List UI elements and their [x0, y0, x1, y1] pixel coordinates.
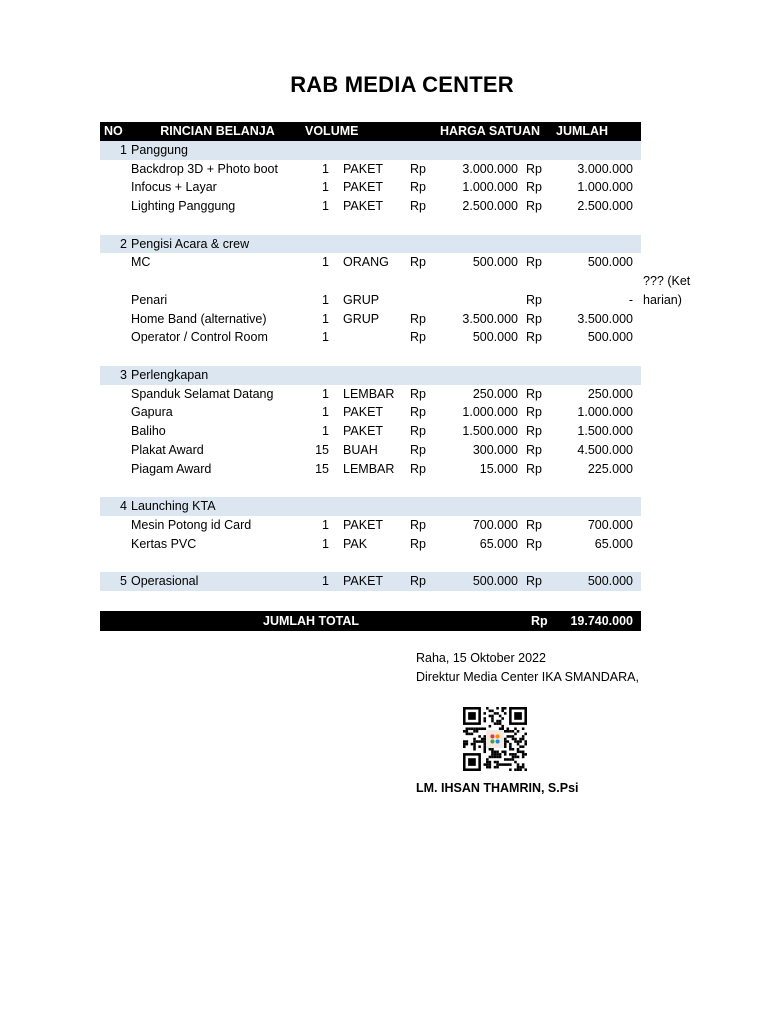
cell-no	[100, 403, 130, 422]
empty-cell	[333, 216, 410, 235]
cell-no	[100, 291, 130, 310]
cell-currency: Rp	[410, 461, 426, 476]
cell-qty: 1	[322, 311, 329, 326]
cell-unit-price: 700.000	[472, 517, 518, 532]
cell-unit: BUAH	[343, 442, 378, 457]
cell-unit: GRUP	[343, 292, 380, 307]
cell-total: -	[628, 292, 633, 307]
cell-no	[100, 460, 130, 479]
table-row	[100, 328, 641, 347]
empty-cell	[130, 347, 305, 366]
header-no: NO	[100, 122, 130, 141]
cell-no	[100, 160, 130, 179]
cell-total	[556, 235, 641, 254]
cell-unit-price	[440, 366, 526, 385]
total-bar	[100, 611, 641, 631]
empty-cell	[305, 272, 333, 291]
cell-unit: PAK	[343, 536, 368, 551]
header-harga-satuan: HARGA SATUAN	[440, 122, 556, 141]
cell-currency: Rp	[526, 330, 542, 345]
cell-no: 3	[100, 366, 130, 385]
cell-unit	[333, 235, 410, 254]
blank-row	[100, 272, 641, 291]
cell-no: 2	[100, 235, 130, 254]
cell-item: Operasional	[130, 572, 305, 591]
empty-cell	[410, 272, 440, 291]
budget-table	[100, 122, 641, 591]
cell-item: Spanduk Selamat Datang	[131, 386, 274, 401]
cell-currency: Rp	[526, 461, 542, 476]
cell-item: Home Band (alternative)	[131, 311, 267, 326]
table-row	[100, 253, 641, 272]
cell-unit-price: 3.500.000	[462, 311, 518, 326]
empty-cell	[556, 347, 641, 366]
cell-currency	[526, 235, 556, 254]
cell-unit-price	[440, 291, 526, 310]
empty-cell	[305, 216, 333, 235]
empty-cell	[410, 553, 440, 572]
cell-item: Operator / Control Room	[131, 330, 268, 345]
cell-no	[100, 253, 130, 272]
empty-cell	[526, 347, 556, 366]
cell-qty: 15	[315, 442, 329, 457]
cell-currency: Rp	[410, 386, 426, 401]
note-ket-harian: ??? (Ket harian)	[643, 274, 691, 307]
cell-unit-price: 2.500.000	[462, 199, 518, 213]
cell-unit-price: 300.000	[472, 442, 518, 457]
cell-no	[100, 516, 130, 535]
signer-position: Direktur Media Center IKA SMANDARA,	[416, 670, 639, 684]
table-row	[100, 197, 641, 216]
cell-currency: Rp	[410, 405, 426, 420]
empty-cell	[440, 216, 526, 235]
cell-item: Mesin Potong id Card	[131, 517, 252, 532]
empty-cell	[333, 553, 410, 572]
cell-unit: LEMBAR	[343, 386, 395, 401]
signer-name: LM. IHSAN THAMRIN, S.Psi	[416, 781, 579, 795]
empty-cell	[556, 272, 641, 291]
cell-qty: 1	[322, 536, 329, 551]
cell-qty: 15	[315, 461, 329, 476]
cell-item: Infocus + Layar	[131, 180, 217, 195]
empty-cell	[526, 553, 556, 572]
empty-cell	[305, 478, 333, 497]
cell-qty: 1	[322, 424, 329, 438]
section-row	[100, 235, 641, 254]
cell-total	[556, 497, 641, 516]
total-currency: Rp	[531, 614, 548, 628]
cell-currency: Rp	[526, 572, 556, 591]
empty-cell	[130, 478, 305, 497]
cell-unit: PAKET	[343, 161, 384, 176]
blank-row	[100, 347, 641, 366]
cell-unit: PAKET	[343, 405, 384, 420]
cell-no: 4	[100, 497, 130, 516]
table-row	[100, 385, 641, 404]
empty-cell	[100, 216, 130, 235]
cell-currency	[410, 291, 440, 310]
total-label: JUMLAH TOTAL	[263, 614, 360, 628]
cell-unit-price: 500.000	[472, 330, 518, 345]
cell-currency: Rp	[410, 442, 426, 457]
cell-item: Perlengkapan	[130, 366, 305, 385]
cell-total: 1.500.000	[577, 424, 633, 438]
cell-item: Panggung	[130, 141, 305, 160]
page-title: RAB MEDIA CENTER	[290, 72, 514, 97]
cell-total: 500.000	[587, 330, 633, 345]
table-row	[100, 403, 641, 422]
cell-item: Gapura	[131, 405, 173, 420]
empty-cell	[440, 553, 526, 572]
cell-unit	[333, 366, 410, 385]
cell-total: 700.000	[587, 517, 633, 532]
cell-total: 1.000.000	[577, 405, 633, 420]
cell-item: Backdrop 3D + Photo boot	[131, 161, 278, 176]
table-row	[100, 178, 641, 197]
cell-currency: Rp	[410, 572, 440, 591]
cell-qty: 1	[322, 180, 329, 195]
empty-cell	[556, 478, 641, 497]
blank-row	[100, 553, 641, 572]
cell-unit-price: 500.000	[440, 572, 526, 591]
cell-item: Lighting Panggung	[131, 199, 236, 213]
cell-unit-price: 3.000.000	[462, 161, 518, 176]
empty-cell	[333, 347, 410, 366]
cell-qty	[305, 141, 333, 160]
empty-cell	[100, 478, 130, 497]
signature-block	[416, 649, 639, 687]
cell-currency	[410, 141, 440, 160]
empty-cell	[130, 272, 305, 291]
empty-cell	[556, 553, 641, 572]
empty-cell	[305, 553, 333, 572]
cell-currency: Rp	[410, 199, 426, 213]
cell-unit-price: 500.000	[472, 255, 518, 270]
cell-currency: Rp	[410, 424, 426, 438]
cell-currency: Rp	[526, 405, 542, 420]
cell-total: 1.000.000	[577, 180, 633, 195]
cell-no	[100, 178, 130, 197]
cell-unit: PAKET	[333, 572, 410, 591]
empty-cell	[100, 553, 130, 572]
cell-total	[556, 366, 641, 385]
cell-currency: Rp	[526, 517, 542, 532]
cell-item: Plakat Award	[131, 442, 204, 457]
cell-no	[100, 310, 130, 329]
cell-unit-price: 1.000.000	[462, 180, 518, 195]
cell-currency: Rp	[526, 386, 542, 401]
total-value: 19.740.000	[570, 614, 633, 628]
cell-item: Pengisi Acara & crew	[130, 235, 305, 254]
table-row	[100, 535, 641, 554]
table-row	[100, 310, 641, 329]
cell-no	[100, 422, 130, 441]
cell-total: 3.500.000	[577, 311, 633, 326]
table-row	[100, 422, 641, 441]
empty-cell	[410, 347, 440, 366]
cell-total: 225.000	[587, 461, 633, 476]
cell-currency: Rp	[410, 517, 426, 532]
cell-item: MC	[131, 255, 151, 270]
table-row	[100, 291, 641, 310]
cell-qty: 1	[322, 330, 329, 345]
cell-total: 500.000	[587, 255, 633, 270]
empty-cell	[130, 216, 305, 235]
cell-currency: Rp	[526, 180, 542, 195]
empty-cell	[333, 272, 410, 291]
empty-cell	[440, 272, 526, 291]
cell-currency: Rp	[526, 442, 542, 457]
table-header-row	[100, 122, 641, 141]
cell-qty: 1	[322, 386, 329, 401]
header-rincian: RINCIAN BELANJA	[130, 122, 305, 141]
cell-currency: Rp	[410, 180, 426, 195]
cell-currency: Rp	[410, 330, 426, 345]
cell-currency	[526, 497, 556, 516]
cell-currency: Rp	[526, 199, 542, 213]
empty-cell	[410, 216, 440, 235]
cell-unit-price	[440, 235, 526, 254]
cell-currency: Rp	[526, 311, 542, 326]
cell-currency	[410, 366, 440, 385]
section-row	[100, 366, 641, 385]
empty-cell	[526, 272, 556, 291]
empty-cell	[130, 553, 305, 572]
cell-qty	[305, 235, 333, 254]
cell-currency: Rp	[526, 292, 542, 307]
cell-unit: PAKET	[343, 424, 384, 438]
cell-currency: Rp	[410, 161, 426, 176]
cell-unit: LEMBAR	[343, 461, 395, 476]
empty-cell	[440, 478, 526, 497]
cell-total: 500.000	[556, 572, 641, 591]
cell-unit: ORANG	[343, 255, 389, 270]
cell-unit: GRUP	[343, 311, 380, 326]
place-date: Raha, 15 Oktober 2022	[416, 651, 546, 665]
cell-qty: 1	[322, 255, 329, 270]
header-volume: VOLUME	[305, 122, 440, 141]
cell-currency	[526, 366, 556, 385]
cell-no	[100, 535, 130, 554]
cell-unit-price: 65.000	[479, 536, 518, 551]
cell-currency: Rp	[526, 161, 542, 176]
empty-cell	[100, 347, 130, 366]
cell-unit: PAKET	[343, 517, 384, 532]
cell-unit-price	[440, 497, 526, 516]
cell-no	[100, 385, 130, 404]
cell-no	[100, 441, 130, 460]
cell-currency: Rp	[526, 424, 542, 438]
cell-currency: Rp	[410, 311, 426, 326]
empty-cell	[410, 478, 440, 497]
cell-unit-price: 15.000	[479, 461, 518, 476]
cell-total: 65.000	[594, 536, 633, 551]
section-row	[100, 572, 641, 591]
table-row	[100, 160, 641, 179]
cell-currency: Rp	[526, 536, 542, 551]
cell-unit-price: 250.000	[472, 386, 518, 401]
table-row	[100, 516, 641, 535]
cell-total: 250.000	[587, 386, 633, 401]
cell-currency: Rp	[526, 255, 542, 270]
empty-cell	[100, 272, 130, 291]
empty-cell	[440, 347, 526, 366]
cell-currency	[410, 235, 440, 254]
cell-item: Piagam Award	[131, 461, 212, 476]
cell-unit	[333, 141, 410, 160]
cell-unit: PAKET	[343, 199, 384, 213]
cell-unit	[333, 497, 410, 516]
cell-unit-price: 1.000.000	[462, 405, 518, 420]
cell-qty: 1	[322, 161, 329, 176]
blank-row	[100, 216, 641, 235]
cell-qty: 1	[322, 405, 329, 420]
cell-qty: 1	[322, 199, 329, 213]
empty-cell	[526, 478, 556, 497]
cell-qty	[305, 497, 333, 516]
cell-no	[100, 197, 130, 216]
cell-qty	[305, 366, 333, 385]
table-row	[100, 460, 641, 479]
cell-currency	[410, 497, 440, 516]
qr-code-icon	[463, 707, 527, 771]
cell-unit-price	[440, 141, 526, 160]
blank-row	[100, 478, 641, 497]
cell-item: Kertas PVC	[131, 536, 197, 551]
cell-currency	[526, 141, 556, 160]
empty-cell	[305, 347, 333, 366]
cell-item: Penari	[131, 292, 168, 307]
cell-qty: 1	[322, 517, 329, 532]
cell-item: Baliho	[131, 424, 166, 438]
cell-total: 3.000.000	[577, 161, 633, 176]
cell-unit	[333, 328, 410, 347]
empty-cell	[333, 478, 410, 497]
cell-no: 1	[100, 141, 130, 160]
cell-qty: 1	[322, 292, 329, 307]
cell-unit: PAKET	[343, 180, 384, 195]
header-jumlah: JUMLAH	[556, 122, 641, 141]
cell-total: 4.500.000	[577, 442, 633, 457]
section-row	[100, 497, 641, 516]
table-row	[100, 441, 641, 460]
section-row	[100, 141, 641, 160]
cell-currency: Rp	[410, 255, 426, 270]
cell-no	[100, 328, 130, 347]
empty-cell	[556, 216, 641, 235]
cell-item: Launching KTA	[130, 497, 305, 516]
cell-currency: Rp	[410, 536, 426, 551]
cell-total: 2.500.000	[577, 199, 633, 213]
empty-cell	[526, 216, 556, 235]
cell-total	[556, 141, 641, 160]
cell-unit-price: 1.500.000	[462, 424, 518, 438]
cell-no: 5	[100, 572, 130, 591]
cell-qty: 1	[305, 572, 333, 591]
